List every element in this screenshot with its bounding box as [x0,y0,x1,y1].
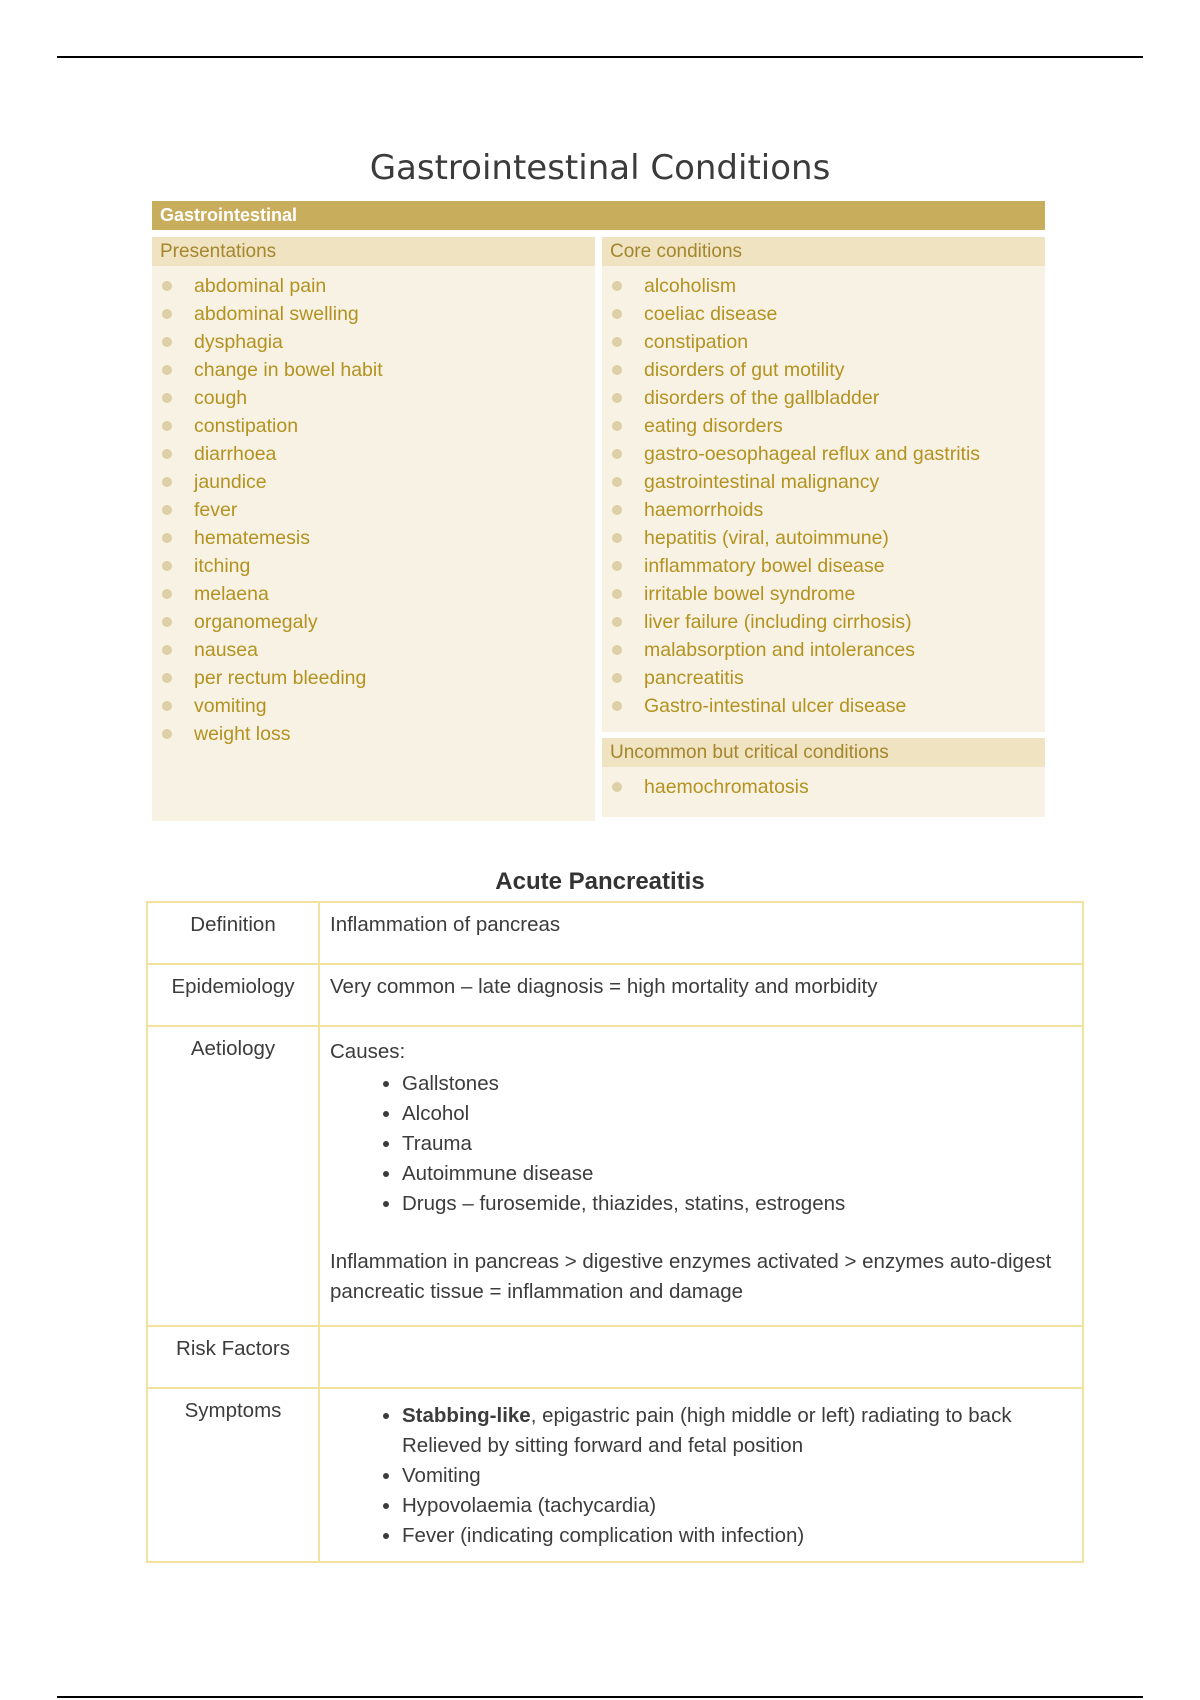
presentations-heading: Presentations [152,237,595,266]
bullet-icon [612,309,622,319]
list-item [152,720,595,748]
bullet-icon [162,729,172,739]
list-item [152,468,595,496]
list-item [602,356,1045,384]
list-item [152,440,595,468]
bullet-icon [612,505,622,515]
list-item-label: gastro-oesophageal reflux and gastritis [644,443,981,465]
list-item-label: dysphagia [194,331,283,353]
list-item-label: per rectum bleeding [194,667,367,689]
list-item-label: abdominal pain [194,275,327,297]
bullet-icon [612,449,622,459]
list-item-label: inflammatory bowel disease [644,555,885,577]
list-item [602,468,1045,496]
list-item-label: change in bowel habit [194,359,383,381]
gi-header: Gastrointestinal [152,201,1045,230]
symptom-text-line2: Relieved by sitting forward and fetal position [402,1434,804,1457]
definition-text: Inflammation of pancreas [319,902,1083,964]
list-item: • Gallstones [402,1069,1072,1099]
list-item [152,272,595,300]
list-item [152,384,595,412]
bullet-icon [162,281,172,291]
core-conditions-heading: Core conditions [602,237,1045,266]
bullet-icon [162,589,172,599]
list-item [152,356,595,384]
list-item [602,272,1045,300]
bullet-icon [162,645,172,655]
aetiology-cell [319,1026,1083,1326]
list-item-label: abdominal swelling [194,303,359,325]
bullet-icon [162,701,172,711]
aetiology-intro: Causes: [330,1040,406,1063]
list-item [602,496,1045,524]
list-item-label: haemochromatosis [644,776,809,798]
symptoms-list [330,1401,1072,1551]
list-item [602,412,1045,440]
list-item [152,328,595,356]
list-item-label: weight loss [194,723,291,745]
gastrointestinal-table [152,201,1045,821]
list-item [152,664,595,692]
list-item-label: eating disorders [644,415,783,437]
bullet-icon [162,365,172,375]
list-item-label: irritable bowel syndrome [644,583,856,605]
bullet-icon [162,477,172,487]
list-item [152,552,595,580]
list-item-label: coeliac disease [644,303,778,325]
core-conditions-box [602,266,1045,732]
bullet-icon [612,782,622,792]
bullet-icon [612,701,622,711]
list-item-label: organomegaly [194,611,318,633]
list-item-label: nausea [194,639,258,661]
list-item-label: jaundice [194,471,267,493]
list-item [602,384,1045,412]
list-item [602,300,1045,328]
list-item: • Alcohol [402,1099,1072,1129]
list-item: • Hypovolaemia (tachycardia) [402,1491,1072,1521]
list-item [602,608,1045,636]
list-item-label: diarrhoea [194,443,277,465]
list-item-label: disorders of the gallbladder [644,387,880,409]
list-item-label: alcoholism [644,275,737,297]
bullet-icon [612,673,622,683]
list-item [152,524,595,552]
list-item-label: pancreatitis [644,667,744,689]
bullet-icon [612,393,622,403]
list-item [152,496,595,524]
list-item-label: cough [194,387,248,409]
bullet-icon [162,449,172,459]
table-row [147,902,1083,964]
list-item [152,412,595,440]
list-item-label: melaena [194,583,269,605]
conditions-column [602,237,1045,821]
list-item-label: hematemesis [194,527,310,549]
bullet-icon [162,421,172,431]
list-item [602,664,1045,692]
list-item: • Vomiting [402,1461,1072,1491]
list-item-label: vomiting [194,695,267,717]
bullet-icon [162,533,172,543]
list-item-label: disorders of gut motility [644,359,845,381]
bullet-icon [612,561,622,571]
bullet-icon [612,617,622,627]
row-label-epidemiology: Epidemiology [147,964,319,1026]
risk-factors-text [319,1326,1083,1388]
uncommon-conditions-list [602,767,1045,801]
bullet-icon [612,533,622,543]
list-item-label: liver failure (including cirrhosis) [644,611,912,633]
bullet-icon [612,337,622,347]
list-item-label: Gastro-intestinal ulcer disease [644,695,907,717]
list-item: • Autoimmune disease [402,1159,1072,1189]
list-item [602,580,1045,608]
uncommon-conditions-heading: Uncommon but critical conditions [602,738,1045,767]
list-item [602,636,1045,664]
list-item [152,608,595,636]
list-item-label: haemorrhoids [644,499,764,521]
bullet-icon [162,617,172,627]
list-item [602,524,1045,552]
table-row [147,1026,1083,1326]
bullet-icon [612,645,622,655]
list-item-label: hepatitis (viral, autoimmune) [644,527,889,549]
list-item [152,580,595,608]
uncommon-conditions-box [602,767,1045,817]
list-item-label: constipation [194,415,299,437]
list-item-label: fever [194,499,238,521]
page-title: Gastrointestinal Conditions [369,148,831,188]
row-label-risk-factors: Risk Factors [147,1326,319,1388]
list-item [152,636,595,664]
bullet-icon [162,673,172,683]
bottom-rule [57,1696,1143,1698]
bullet-icon [612,365,622,375]
row-label-definition: Definition [147,902,319,964]
list-item: • Fever (indicating complication with infection) [402,1521,1072,1551]
bullet-icon [612,421,622,431]
causes-list [330,1069,1072,1219]
presentations-list [152,266,595,748]
list-item-label: malabsorption and intolerances [644,639,916,661]
epidemiology-text: Very common – late diagnosis = high mortality and morbidity [319,964,1083,1026]
symptom-text: , epigastric pain (high middle or left) radiating to back [530,1404,1012,1427]
symptoms-cell [319,1388,1083,1562]
bullet-icon [162,309,172,319]
table-row [147,964,1083,1026]
list-item [602,328,1045,356]
core-conditions-list [602,266,1045,720]
bullet-icon [162,561,172,571]
list-item [602,552,1045,580]
list-item [152,692,595,720]
row-label-aetiology: Aetiology [147,1026,319,1326]
bullet-icon [612,589,622,599]
bullet-icon [162,505,172,515]
list-item [602,440,1045,468]
aetiology-mechanism: Inflammation in pancreas > digestive enzymes activated > enzymes auto-digest pancreatic tissue = inflammation and damage [330,1250,1052,1303]
bullet-icon [612,281,622,291]
bullet-icon [612,477,622,487]
list-item: • Trauma [402,1129,1072,1159]
bullet-icon [162,393,172,403]
table-row [147,1388,1083,1562]
list-item [402,1401,1072,1461]
top-rule [57,56,1143,58]
row-label-symptoms: Symptoms [147,1388,319,1562]
presentations-column [152,237,595,821]
list-item-label: constipation [644,331,749,353]
acute-pancreatitis-table [146,901,1084,1563]
list-item [152,300,595,328]
list-item: • Drugs – furosemide, thiazides, statins, estrogens [402,1189,1072,1219]
list-item [602,773,1045,801]
section-title-acute-pancreatitis: Acute Pancreatitis [495,868,705,895]
list-item [602,692,1045,720]
bullet-icon [162,337,172,347]
list-item-label: gastrointestinal malignancy [644,471,880,493]
list-item-label: itching [194,555,251,577]
symptom-emphasis: Stabbing-like [402,1404,531,1427]
table-row [147,1326,1083,1388]
